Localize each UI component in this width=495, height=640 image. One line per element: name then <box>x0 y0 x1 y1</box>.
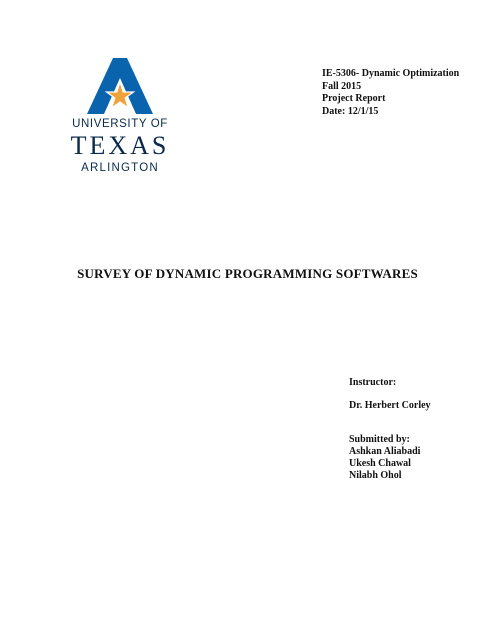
logo-arlington: ARLINGTON <box>81 162 159 174</box>
course-info <box>322 68 459 118</box>
course-code-title: IE-5306- Dynamic Optimization <box>322 68 460 79</box>
report-type: Project Report <box>322 93 386 104</box>
author-name: Nilabh Ohol <box>349 470 402 481</box>
instructor-name: Dr. Herbert Corley <box>349 399 431 411</box>
logo-texas: TEXAS <box>70 131 170 160</box>
uta-a-star-icon <box>87 58 153 116</box>
university-logo <box>70 58 170 174</box>
report-title: SURVEY OF DYNAMIC PROGRAMMING SOFTWARES <box>77 266 418 281</box>
submitted-label: Submitted by: <box>349 434 410 445</box>
logo-university-of: UNIVERSITY OF <box>72 118 168 130</box>
author-name: Ashkan Aliabadi <box>349 446 421 457</box>
report-date: Date: 12/1/15 <box>322 105 379 117</box>
course-term: Fall 2015 <box>322 80 362 92</box>
instructor-block <box>349 377 431 412</box>
instructor-label: Instructor: <box>349 377 397 388</box>
submitted-block <box>349 434 420 482</box>
author-name: Ukesh Chawal <box>349 458 411 469</box>
